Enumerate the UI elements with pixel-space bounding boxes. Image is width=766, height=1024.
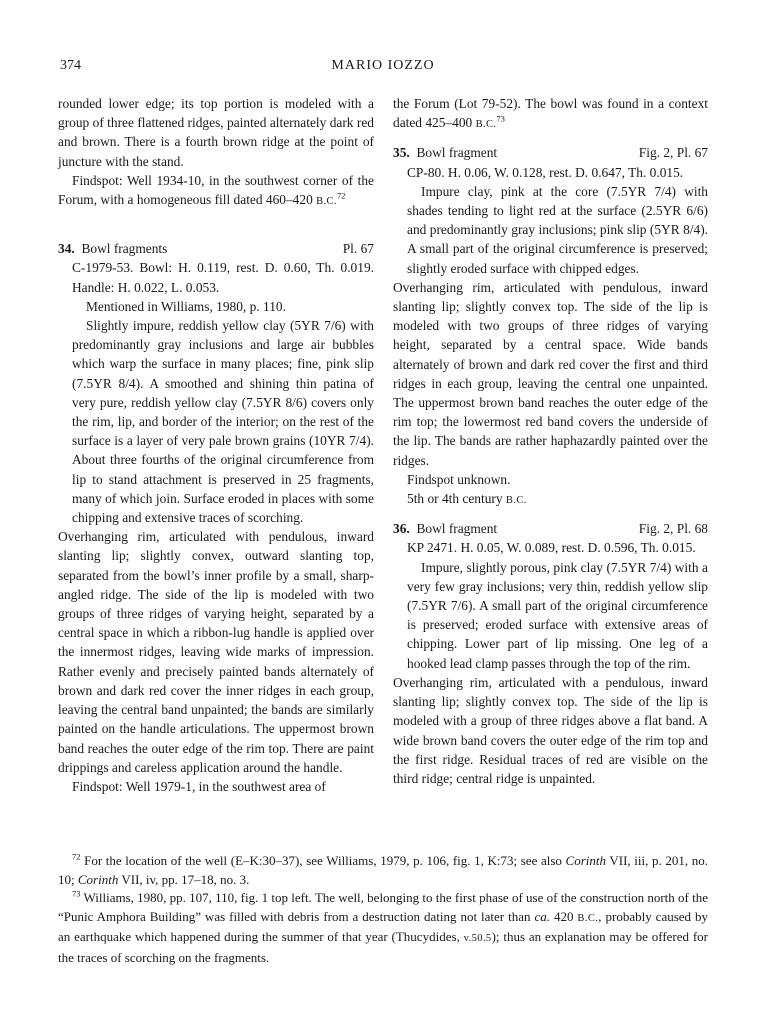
entry-body (393, 163, 708, 278)
findspot-35: Findspot unknown. (407, 471, 511, 487)
fabric-description: Slightly impure, reddish yellow clay (5YR 7/6) with predominantly gray inclusions and large air bubbles which warp the surface in many places; fine, pink slip (7.5YR 8/4). A smoothed and shining thin patina of very pure, reddish yellow clay (7.5YR 8/6) covers only the rim, lip, and border of the interior; on the rest of the surface is a layer of very pale brown grains (10YR 7/4). About three fourths of the original circumference from lip to stand attachment is preserved in 25 fragments, many of which join. Surface eroded in places with some chipping and extensive traces of scorching. (72, 318, 374, 526)
entry-number: 36. (393, 521, 410, 537)
findspot-34: Findspot: Well 1979-1, in the southwest area of (72, 778, 326, 794)
profile-description: Overhanging rim, articulated with a pendulous, inward slanting lip; slightly convex top. The side of the lip is modeled with a group of three ridges above a flat band. A wide brown band covers the outer edge of the rim top and the first ridge. Residual traces of red are visible on the third ridge; central ridge is unpainted. (393, 674, 708, 786)
footnotes (58, 852, 708, 967)
findspot-33: Findspot: Well 1934-10, in the southwest corner of the Forum, with a homogeneous fill dated 460–420 B.C.$^{72}$ (58, 172, 374, 208)
catalogue-entry-35 (393, 143, 708, 510)
measurements: KP 2471. H. 0.05, W. 0.089, rest. D. 0.596, Th. 0.015. (407, 540, 696, 556)
footnote-ref-73[interactable]: 73 (496, 113, 505, 124)
measurements: C-1979-53. Bowl: H. 0.119, rest. D. 0.60, Th. 0.019. Handle: H. 0.022, L. 0.053. (72, 260, 374, 295)
entry-title: Bowl fragment (416, 145, 498, 161)
profile-description: Overhanging rim, articulated with pendulous, inward slanting lip; slightly convex top. The side of the lip is modeled with two groups of three ridges of varying height, separated by a central space. Wide bands alternately of brown and dark red cover the first and third ridges in each group, leaving the central one unpainted. The uppermost brown band reaches the outer edge of the rim top; the lowermost red band covers the underside of the lip. The bands are rather haphazardly painted over the ridges. (393, 279, 708, 468)
date-35: 5th or 4th century B.C. (407, 491, 527, 507)
mention: Mentioned in Williams, 1980, p. 110. (86, 298, 286, 314)
footnote-ref-72[interactable]: 72 (336, 190, 346, 201)
entry-title: Bowl fragments (81, 241, 168, 257)
catalogue-entry-34 (58, 239, 374, 796)
footnote-73: $^{73}$ Williams, 1980, pp. 107, 110, fig. 1 top left. The well, belonging to the first phase of use of the construction north of the “Punic Amphora Building” was filled with debris from a destruction dating not later than ca. 420 B.C., probably caused by an earthquake which happened during the summer of that year (Thucydides, v.50.5); thus an explanation may be offered for the traces of scorching on the fragments. (58, 888, 709, 965)
carryover-paragraph: rounded lower edge; its top portion is modeled with a group of three flattened ridges, painted alternately dark red and brown. There is a fourth brown ridge at the point of juncture with the stand. (58, 96, 374, 169)
footnote-72: $^{72}$ For the location of the well (E–K:30–37), see Williams, 1979, p. 106, fig. 1, K:73; see also Corinth VII, iii, p. 201, no. 10; Corinth VII, iv, pp. 17–18, no. 3. (58, 851, 708, 887)
profile-description: Overhanging rim, articulated with pendulous, inward slanting lip; slightly convex, outward slanting top, separated from the bowl’s inner profile by a small, sharp-angled ridge. The side of the lip is modeled with two groups of three ridges of varying height, separated by a central space in which a ribbon-lug handle is applied over the innermost ridges, leaving wide marks of impression. Rather evenly and precisely painted bands alternately of brown and dark red cover the inner ridges in each group, leaving the central band unpainted; the bands are similarly painted on the handle articulations. The uppermost brown band reaches the outer edge of the rim top. There are paint drippings and careless application around the handle. (58, 529, 374, 775)
running-head: MARIO IOZZO (331, 58, 435, 73)
measurements: CP-80. H. 0.06, W. 0.128, rest. D. 0.647, Th. 0.015. (407, 164, 684, 180)
figure-reference: Fig. 2, Pl. 67 (638, 145, 708, 161)
catalogue-entry-36 (393, 519, 708, 788)
entry-number: 35. (393, 145, 410, 161)
entry-heading (58, 239, 374, 258)
entry-title: Bowl fragment (416, 521, 498, 537)
carryover-findspot: the Forum (Lot 79-52). The bowl was found in a context dated 425–400 B.C.$^{73}$ (393, 96, 708, 131)
right-column (393, 94, 708, 788)
left-column (58, 94, 374, 796)
figure-reference: Fig. 2, Pl. 68 (638, 521, 708, 537)
plate-reference: Pl. 67 (342, 241, 374, 257)
entry-number: 34. (58, 241, 75, 257)
entry-heading (393, 143, 708, 162)
fabric-description: Impure, slightly porous, pink clay (7.5YR 7/4) with a very few gray inclusions; very thin, reddish yellow slip (7.5YR 7/6). A small part of the original circumference is preserved; eroded surface with extensive areas of chipping. Lower part of lip missing. One leg of a hooked lead clamp passes through the top of the rim. (407, 559, 708, 671)
entry-body (393, 538, 708, 672)
fabric-description: Impure clay, pink at the core (7.5YR 7/4) with shades tending to light red at the surface (2.5YR 6/6) and predominantly gray inclusions; pink slip (5YR 8/4). A small part of the original circumference is preserved; slightly eroded surface with chipped edges. (407, 183, 708, 276)
page-number: 374 (60, 58, 81, 73)
entry-body (58, 258, 374, 527)
entry-heading (393, 519, 708, 538)
